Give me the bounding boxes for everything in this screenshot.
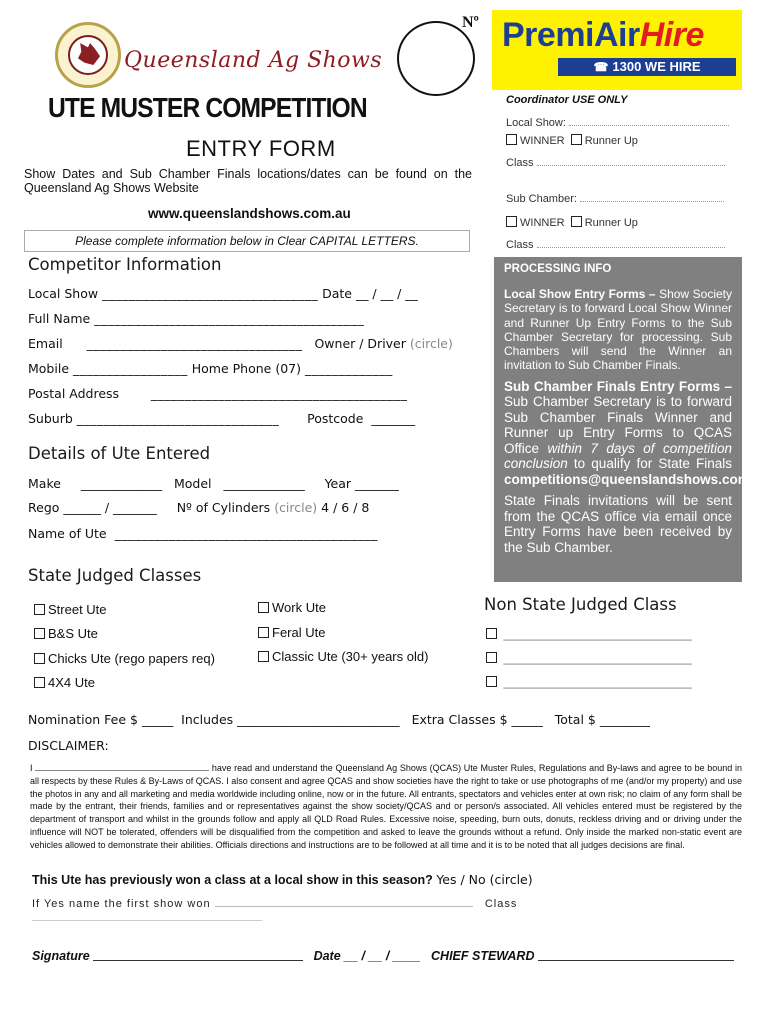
first-show-field[interactable] [215,898,473,907]
cylinders-label: Nº of Cylinders [176,500,271,515]
home-phone-label: Home Phone (07) [191,361,301,376]
disclaimer-heading: DISCLAIMER: [28,738,109,753]
nomination-fee-label: Nomination Fee $ [28,712,138,727]
class-4x4-ute[interactable]: 4X4 Ute [34,675,95,690]
signature-field[interactable] [93,951,303,961]
capital-letters-notice: Please complete information below in Clear CAPITAL LETTERS. [24,230,470,252]
sub-chamber-field[interactable] [580,192,724,202]
home-phone-field[interactable]: _____________ [304,361,393,376]
email-field[interactable]: ________________________________ [86,336,303,351]
ute-details-heading: Details of Ute Entered [28,444,211,463]
class-feral-ute[interactable]: Feral Ute [258,625,325,640]
cylinder-options[interactable]: 4 / 6 / 8 [321,500,370,515]
entry-number-circle[interactable] [397,21,475,96]
chief-steward-label: CHIEF STEWARD [431,949,535,963]
form-title: UTE MUSTER COMPETITION [48,92,367,123]
runner-up-label: Runner Up [584,217,638,229]
non-state-class-2[interactable]: __________________________ [486,650,692,665]
rego-field[interactable]: ______ / _______ [63,500,157,515]
signature-date-field[interactable]: __ / __ / ____ [344,949,421,963]
rego-label: Rego [28,500,60,515]
coordinator-title: Coordinator USE ONLY [506,94,628,106]
checkbox[interactable] [34,653,45,664]
if-yes-row: If Yes name the first show won Class [32,898,518,910]
winner-label: WINNER [520,135,565,147]
year-label: Year [324,476,352,491]
local-show-label: Local Show [28,286,99,301]
yes-no-options[interactable]: Yes / No (circle) [436,872,533,887]
class-field-line[interactable] [32,920,262,921]
processing-heading: PROCESSING INFO [504,263,612,275]
website-link[interactable]: www.queenslandshows.com.au [148,206,351,221]
make-field[interactable]: _____________ [80,476,163,491]
class-work-ute[interactable]: Work Ute [258,600,326,615]
processing-info-panel [494,257,770,582]
local-show-entry-info: Local Show Entry Forms – Show Society Secretary is to forward Local Show Winner and Runner Up Entry Forms to the Sub Chamber Secretary for processing. Sub Chambers will send the Winner an invitation to Sub Chamber Finals. [504,287,732,373]
nomination-fee-field[interactable]: _____ [141,712,174,727]
model-field[interactable]: _____________ [223,476,305,491]
chamber-winner-checkbox[interactable] [506,216,517,227]
chamber-class-field[interactable] [537,238,725,248]
circle-hint: (circle) [274,500,318,515]
competitions-email[interactable]: competitions@queenslandshows.com.au [504,471,770,487]
winner-label: WINNER [520,217,565,229]
date-field[interactable]: __ / __ / __ [355,286,418,301]
sponsor-banner [492,10,742,90]
chief-steward-field[interactable] [538,951,734,961]
sub-chamber-entry-info: Sub Chamber Finals Entry Forms – Sub Chamber Secretary is to forward Sub Chamber Finals Winner and Runner up Entry Forms to QCAS Office within 7 days of competition conclusion to qualify for State Finals competitions@queenslandshows.com.au [504,378,770,487]
ute-name-field[interactable]: _______________________________________ [114,526,378,541]
signature-row [32,949,734,963]
checkbox[interactable] [258,651,269,662]
date-label: Date [322,286,352,301]
phone-icon: ☎ [593,60,609,74]
non-state-class-3[interactable]: __________________________ [486,674,692,689]
brand-title: Queensland Ag Shows [124,48,383,73]
mobile-label: Mobile [28,361,70,376]
checkbox[interactable] [34,604,45,615]
local-show-field[interactable]: ________________________________ [102,286,319,301]
class-classic-ute[interactable]: Classic Ute (30+ years old) [258,649,428,664]
postal-address-label: Postal Address [28,386,120,401]
local-class-field[interactable] [537,156,725,166]
sponsor-name: PremiAirHire [502,16,704,54]
chamber-runner-up-checkbox[interactable] [571,216,582,227]
includes-label: Includes [181,712,234,727]
date-label: Date [313,949,341,963]
total-label: Total $ [554,712,596,727]
extra-classes-label: Extra Classes $ [411,712,508,727]
checkbox[interactable] [34,628,45,639]
full-name-field[interactable]: ________________________________________ [94,311,365,326]
full-name-label: Full Name [28,311,91,326]
ute-name-label: Name of Ute [28,526,107,541]
total-field[interactable]: ________ [599,712,650,727]
intro-text: Show Dates and Sub Chamber Finals locations/dates can be found on the Queensland Ag Shows Website [24,167,472,195]
class-street-ute[interactable]: Street Ute [34,602,107,617]
suburb-label: Suburb [28,411,73,426]
postcode-label: Postcode [307,411,364,426]
disclaimer-text: I have read and understand the Queensland Ag Shows (QCAS) Ute Muster Rules, Regulations and By-laws and agree to be bound in all respects by these Rules & By-Laws of QCAS. I also consent and agree QCAS and show societies have the right to take or use photographs of me (and/or my property) and use the photos in any and all marketing and media worldwide including online, now or in the future. All entrants, spectators and vehicles enter at own risk; no claim of any form shall be made by the entrant, their friends, families and or representatives against the show society/QCAS and or person/s associated. All vehicles entered must be registered by the department of transport and whilst in the grounds follow and apply all QLD Road Rules. Excessive noise, speeding, burn outs, donuts, reckless driving and or driving under the influence will NOT be tolerated, offenders will be disqualified from the competition and asked to leave the grounds without a refund. Only inside the marked non-static event are vehicles allowed to demonstrate their abilities. Officials directions and instructions are to be followed at all time and it is to be noted that all judges decisions are final. [30,763,742,850]
coordinator-panel [494,88,742,256]
local-winner-checkbox[interactable] [506,134,517,145]
runner-up-label: Runner Up [584,135,638,147]
extra-classes-field[interactable]: _____ [511,712,543,727]
postal-address-field[interactable]: ______________________________________ [150,386,408,401]
entry-number-label: Nº [462,14,479,31]
local-show-field[interactable] [569,116,729,126]
signature-label: Signature [32,949,90,963]
entrant-name-field[interactable] [35,762,209,771]
mobile-field[interactable]: _________________ [73,361,188,376]
competitor-heading: Competitor Information [28,255,222,274]
postcode-field[interactable]: _______ [371,411,416,426]
sub-chamber-label: Sub Chamber: [506,193,577,205]
form-subtitle: ENTRY FORM [186,136,336,161]
local-runner-up-checkbox[interactable] [571,134,582,145]
non-state-class-1[interactable]: __________________________ [486,626,692,641]
make-label: Make [28,476,61,491]
non-state-heading: Non State Judged Class [484,595,677,614]
state-finals-info: State Finals invitations will be sent from the QCAS office via email once Entry Forms have been received by the Sub Chamber. [504,493,732,555]
suburb-field[interactable]: ______________________________ [76,411,280,426]
class-label: Class [506,157,534,169]
qcas-seal-logo [55,22,121,88]
checkbox[interactable] [34,677,45,688]
owner-driver-label: Owner / Driver [314,336,406,351]
circle-hint: (circle) [409,336,453,351]
class-label: Class [506,239,534,251]
local-show-label: Local Show: [506,117,566,129]
state-classes-heading: State Judged Classes [28,566,202,585]
class-bs-ute[interactable]: B&S Ute [34,626,98,641]
checkbox[interactable] [258,602,269,613]
sponsor-phone: ☎ 1300 WE HIRE [558,58,736,76]
checkbox[interactable] [258,627,269,638]
email-label: Email [28,336,63,351]
previous-win-question: This Ute has previously won a class at a local show in this season? Yes / No (circle) [32,872,533,887]
model-label: Model [173,476,212,491]
class-chicks-ute[interactable]: Chicks Ute (rego papers req) [34,651,215,666]
year-field[interactable]: _______ [355,476,399,491]
includes-field[interactable]: __________________________ [237,712,400,727]
class-label: Class [484,898,518,910]
